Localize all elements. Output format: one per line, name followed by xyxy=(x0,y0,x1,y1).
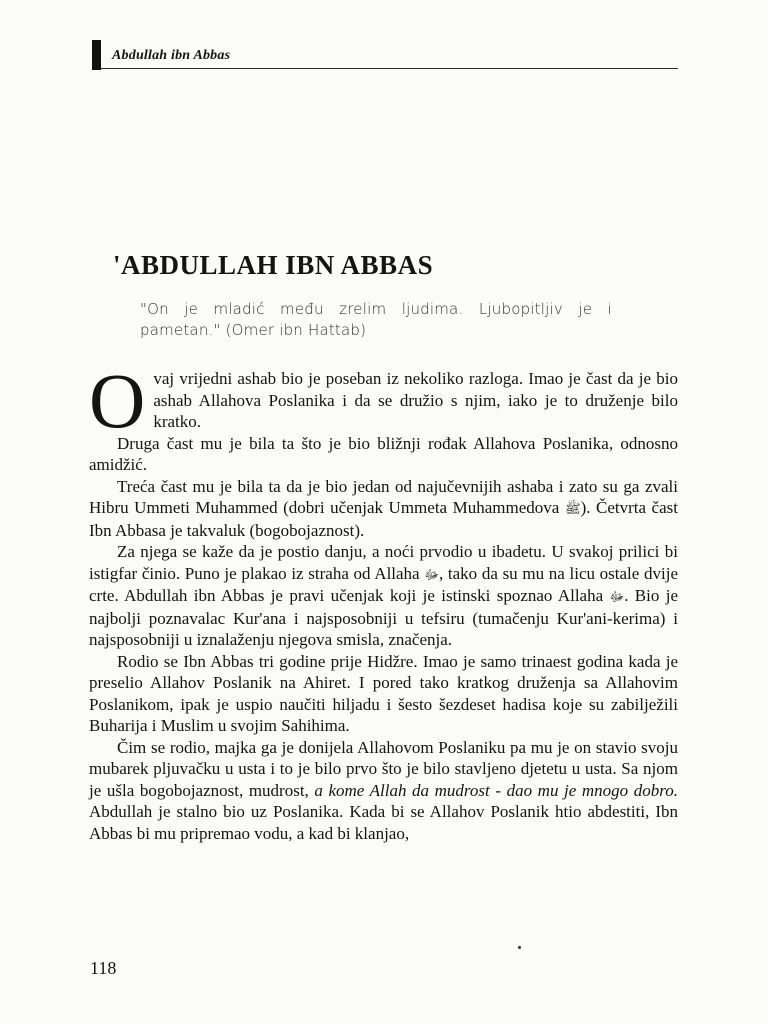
ink-dot xyxy=(518,946,521,949)
paragraph-3 xyxy=(89,476,678,542)
paragraph-5: Rodio se Ibn Abbas tri godine prije Hidžre. Imao je samo trinaest godina kada je preselio Allahov Poslanik na Ahiret. I pored tako kratkog druženja sa Allahovim Poslanikom, ipak je uspio naučiti hiljadu i šesto šezdeset hadisa koje su zabilježili Buharija i Muslim u svojim Sahihima. xyxy=(89,651,678,735)
quran-quote: a kome Allah da mudrost - dao mu je mnogo dobro. xyxy=(314,780,678,800)
paragraph-1 xyxy=(89,357,678,444)
paragraph-text: vaj vrijedni ashab bio je poseban iz nekoliko razloga. Imao je čast da je bio ashab Allahova Poslanika i da se družio s njim, iako je to druženje bilo kratko. xyxy=(153,369,678,431)
page-number: 118 xyxy=(90,958,117,978)
paragraph-text: Za njega se kaže da je postio danju, a noći prvodio u ibadetu. U svakoj prilici bi istigfar činio. Puno je plakao iz straha od Allaha xyxy=(89,542,678,583)
running-head xyxy=(92,40,678,69)
paragraph-text: Čim se rodio, majka ga je donijela Allahovom Poslaniku pa mu je on stavio svoju mubarek pljuvačku u usta i to je bilo prvo što je bilo stavljeno djetetu u usta. Sa njom je ušla bogobojaznost, mudrost, xyxy=(89,737,678,800)
paragraph-text: Treća čast mu je bila ta da je bio jedan od najučevnijih ashaba i zato su ga zvali Hibru Ummeti Muhammed (dobri učenjak Ummeta Muhammedova xyxy=(89,476,678,517)
paragraph-text: , tako da su mu na licu ostale dvije crte. Abdullah ibn Abbas je pravi učenjak koji je istinski spoznao Allaha xyxy=(89,563,678,605)
paragraph-text: ). Četvrta čast Ibn Abbasa je takvaluk (bogobojaznost). xyxy=(89,498,678,540)
running-head-bar xyxy=(92,40,101,70)
chapter-title: 'ABDULLAH IBN ABBAS xyxy=(113,250,434,280)
paragraph-text: . Bio je najbolji poznavalac Kur'ana i najsposobniji u tefsiru (tumačenju Kur'ani-kerima) i najsposobniji u iznalaženju njegova smisla, značenja. xyxy=(89,586,678,649)
paragraph-6 xyxy=(89,737,678,845)
paragraph-4 xyxy=(89,541,678,651)
running-head-title: Abdullah ibn Abbas xyxy=(112,48,231,63)
paragraph-text: Abdullah je stalno bio uz Poslanika. Kada bi se Allahov Poslanik htio abdestiti, Ibn Abbas bi mu pripremao vodu, a kad bi klanjao, xyxy=(89,802,678,843)
salawat-symbol: ﷺ xyxy=(564,501,581,516)
paragraph-2: Druga čast mu je bila ta što je bio bližnji rođak Allahova Poslanika, odnosno amidžić. xyxy=(89,433,678,474)
jalla-jalaluhu-symbol: ﷻ xyxy=(609,589,625,604)
jalla-jalaluhu-symbol: ﷻ xyxy=(424,566,439,582)
drop-cap: O xyxy=(89,357,146,444)
epigraph: "On je mladić među zrelim ljudima. Ljubopitljiv je i pametan." (Omer ibn Hattab) xyxy=(140,300,612,339)
body-text xyxy=(89,357,678,844)
